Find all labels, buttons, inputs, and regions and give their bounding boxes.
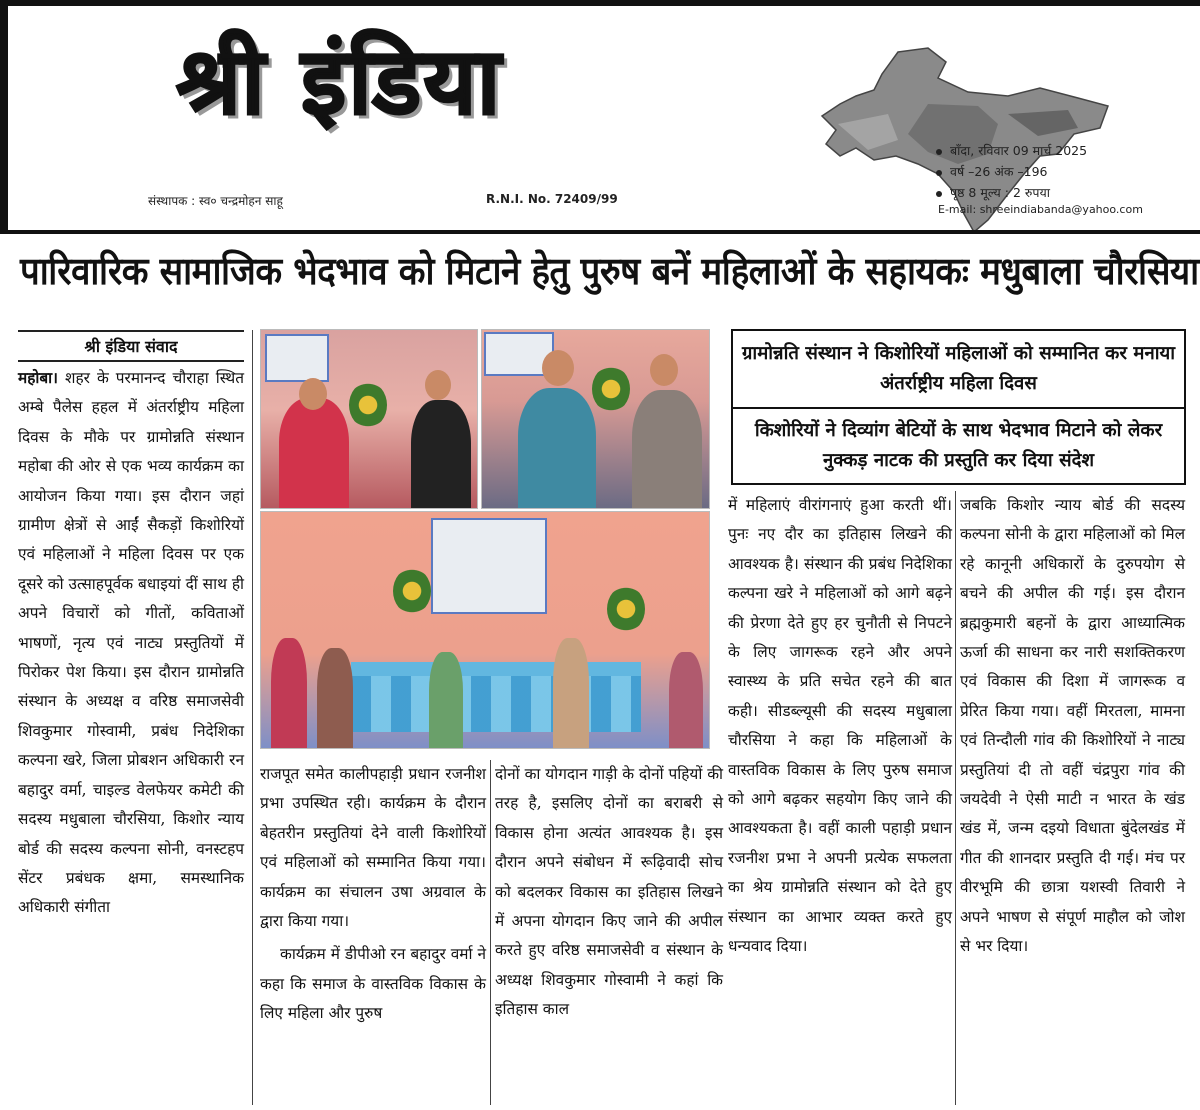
column-2-paragraph-2: कार्यक्रम में डीपीओ रन बहादुर वर्मा ने कहा कि समाज के वास्तविक विकास के लिए महिला और पुरुष	[260, 945, 486, 1023]
column-divider	[490, 760, 491, 1105]
founder-line: संस्थापक : स्व० चन्द्रमोहन साहू	[148, 194, 283, 208]
event-photo-1	[260, 329, 478, 509]
date-line: बाँदा, रविवार 09 मार्च 2025	[950, 143, 1088, 158]
subheadline-1: ग्रामोन्नति संस्थान ने किशोरियों महिलाओं को सम्मानित कर मनाया अंतर्राष्ट्रीय महिला दिवस	[733, 331, 1184, 409]
byline-text: श्री इंडिया संवाद	[84, 337, 178, 356]
subheadline-2: किशोरियों ने दिव्यांग बेटियों के साथ भेदभाव मिटाने को लेकर नुक्कड़ नाटक की प्रस्तुति कर दिया संदेश	[754, 420, 1163, 471]
dateline: महोबा।	[18, 369, 58, 387]
rni-number: R.N.I. No. 72409/99	[486, 192, 618, 206]
headline: पारिवारिक सामाजिक भेदभाव को मिटाने हेतु पुरुष बनें महिलाओं के सहायकः मधुबाला चौरसिया	[20, 249, 1199, 293]
subheadline-box	[731, 329, 1186, 485]
column-divider	[955, 491, 956, 1105]
event-photo-2	[481, 329, 710, 509]
newspaper-logo: श्री इंडिया	[176, 28, 503, 135]
article-column-3	[495, 760, 723, 1025]
issue-meta	[936, 140, 1087, 203]
byline	[18, 330, 244, 362]
email-address: E-mail: shreeindiabanda@yahoo.com	[938, 203, 1143, 216]
bullet-icon	[936, 170, 942, 176]
column-3-text: दोनों का योगदान गाड़ी के दोनों पहियों की तरह है, इसलिए दोनों का बराबरी से विकास होना अत्यंत आवश्यक है। इस दौरान अपने संबोधन में रूढ़िवादी सोच को बदलकर विकास का इतिहास लिखने में अपना योगदान किए जाने की अपील करते हुए वरिष्ठ समाजसेवी व संस्थान के अध्यक्ष शिवकुमार गोस्वामी ने कहां कि इतिहास काल	[495, 765, 724, 1019]
price-line: पृष्ठ 8 मूल्य : 2 रुपया	[950, 185, 1050, 200]
article-column-1	[18, 364, 244, 923]
column-5-text: जबकि किशोर न्याय बोर्ड की सदस्य कल्पना सोनी के द्वारा महिलाओं को मिल रहे कानूनी अधिकारों के दुरुपयोग से बचने की अपील की गई। इस दौरान ब्रह्मकुमारी बहनों के द्वारा आध्यात्मिक ऊर्जा की साधना कर नारी सशक्तिकरण एवं विकास की दिशा में जागरूक व प्रेरित किया गया। वहीं मिरतला, मामना एवं तिन्दौली गांव की किशोरियों ने नाट्य प्रस्तुतियां दी तो वहीं चंद्रपुरा गांव की जयदेवी ने ऐसी माटी न भारत के खंड खंड में, जन्म दइयो विधाता बुंदेलखंड में गीत की शानदार प्रस्तुति दी गई। मंच पर वीरभूमि की छात्रा यशस्वी तिवारी ने अपने भाषण से संपूर्ण माहौल को जोश से भर दिया।	[960, 496, 1185, 956]
bullet-icon	[936, 191, 942, 197]
masthead	[8, 6, 1200, 232]
event-photo-3	[260, 511, 710, 749]
volume-line: वर्ष –26 अंक –196	[950, 164, 1048, 179]
column-2-paragraph-1: राजपूत समेत कालीपहाड़ी प्रधान रजनीश प्रभा उपस्थित रही। कार्यक्रम के दौरान बेहतरीन प्रस्तुतियां देने वाली किशोरियों एवं महिलाओं को सम्मानित किया गया। कार्यक्रम का संचालन उषा अग्रवाल के द्वारा किया गया।	[260, 765, 486, 931]
article-column-5	[960, 491, 1185, 962]
masthead-rule	[0, 230, 1200, 234]
bullet-icon	[936, 149, 942, 155]
article-column-2	[260, 760, 486, 1029]
column-divider	[252, 330, 253, 1105]
column-4-text: में महिलाएं वीरांगनाएं हुआ करती थीं। पुनः नए दौर का इतिहास लिखने की आवश्यक है। संस्थान की प्रबंध निदेशिका कल्पना खरे ने महिलाओं को आगे बढ़ने की प्रेरणा देते हुए हर चुनौती से निपटने के लिए जागरूक रहने और अपने स्वास्थ्य के प्रति सचेत रहने की बात कही। सीडब्ल्यूसी की सदस्य मधुबाला चौरसिया ने कहा कि महिलाओं के वास्तविक विकास के लिए पुरुष समाज को आगे बढ़कर सहयोग किए जाने की आवश्यकता है। वहीं काली पहाड़ी प्रधान रजनीश प्रभा ने अपनी प्रत्येक सफलता का श्रेय ग्रामोन्नति संस्थान को देते हुए संस्थान का आभार व्यक्त करते हुए धन्यवाद दिया।	[728, 496, 952, 956]
article-column-4	[728, 491, 952, 962]
left-border	[0, 0, 8, 232]
column-1-text: शहर के परमानन्द चौराहा स्थित अम्बे पैलेस हहल में अंतर्राष्ट्रीय महिला दिवस के मौके पर ग्रामोन्नति संस्थान महोबा की ओर से एक भव्य कार्यक्रम का आयोजन किया गया। इस दौरान जहां ग्रामीण क्षेत्रों से आईं सैकड़ों किशोरियों एवं महिलाओं ने महिला दिवस पर एक दूसरे को उत्साहपूर्वक बधाइयां दीं साथ ही अपने विचारों को गीतों, कविताओं भाषणों, नृत्य एवं नाट्य प्रस्तुतियों में पिरोकर पेश किया। इस दौरान ग्रामोन्नति संस्थान के अध्यक्ष व वरिष्ठ समाजसेवी शिवकुमार गोस्वामी, प्रबंध निदेशिका कल्पना खरे, जिला प्रोबशन अधिकारी रन बहादुर वर्मा, चाइल्ड वेलफेयर कमेटी की सदस्य मधुबाला चौरसिया, किशोर न्याय बोर्ड की सदस्य कल्पना सोनी, वनस्टहप सेंटर प्रबंधक क्षमा, समस्थानिक अधिकारी संगीता	[18, 369, 244, 917]
